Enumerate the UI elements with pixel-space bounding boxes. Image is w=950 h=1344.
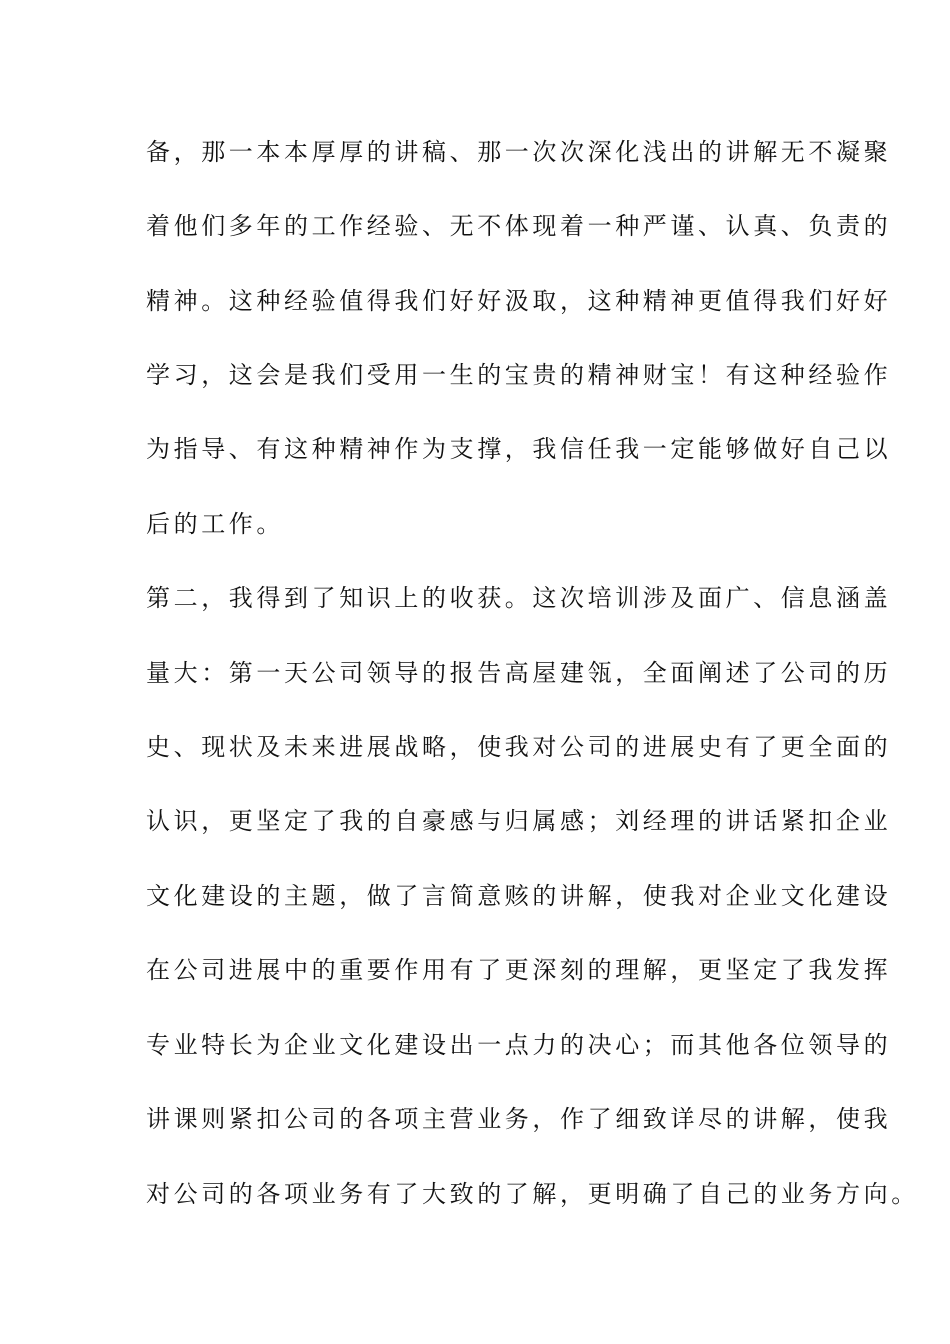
text-line: 文化建设的主题，做了言简意赅的讲解，使我对企业文化建设 (146, 882, 892, 910)
text-line: 史、现状及未来进展战略，使我对公司的进展史有了更全面的 (146, 733, 892, 761)
text-line: 精神。这种经验值得我们好好汲取，这种精神更值得我们好好 (146, 287, 892, 315)
text-line: 为指导、有这种精神作为支撑，我信任我一定能够做好自己以 (146, 435, 892, 463)
text-line: 第二，我得到了知识上的收获。这次培训涉及面广、信息涵盖 (146, 584, 892, 612)
text-line: 量大：第一天公司领导的报告高屋建瓴，全面阐述了公司的历 (146, 659, 892, 687)
text-line: 专业特长为企业文化建设出一点力的决心；而其他各位领导的 (146, 1031, 892, 1059)
text-line: 讲课则紧扣公司的各项主营业务，作了细致详尽的讲解，使我 (146, 1105, 892, 1133)
text-line: 学习，这会是我们受用一生的宝贵的精神财宝！有这种经验作 (146, 361, 892, 389)
text-line: 着他们多年的工作经验、无不体现着一种严谨、认真、负责的 (146, 212, 892, 240)
text-line: 备，那一本本厚厚的讲稿、那一次次深化浅出的讲解无不凝聚 (146, 138, 892, 166)
text-line: 后的工作。 (146, 510, 284, 538)
text-line: 对公司的各项业务有了大致的了解，更明确了自己的业务方向。 (146, 1180, 919, 1208)
text-line: 认识，更坚定了我的自豪感与归属感；刘经理的讲话紧扣企业 (146, 807, 892, 835)
text-line: 在公司进展中的重要作用有了更深刻的理解，更坚定了我发挥 (146, 956, 892, 984)
